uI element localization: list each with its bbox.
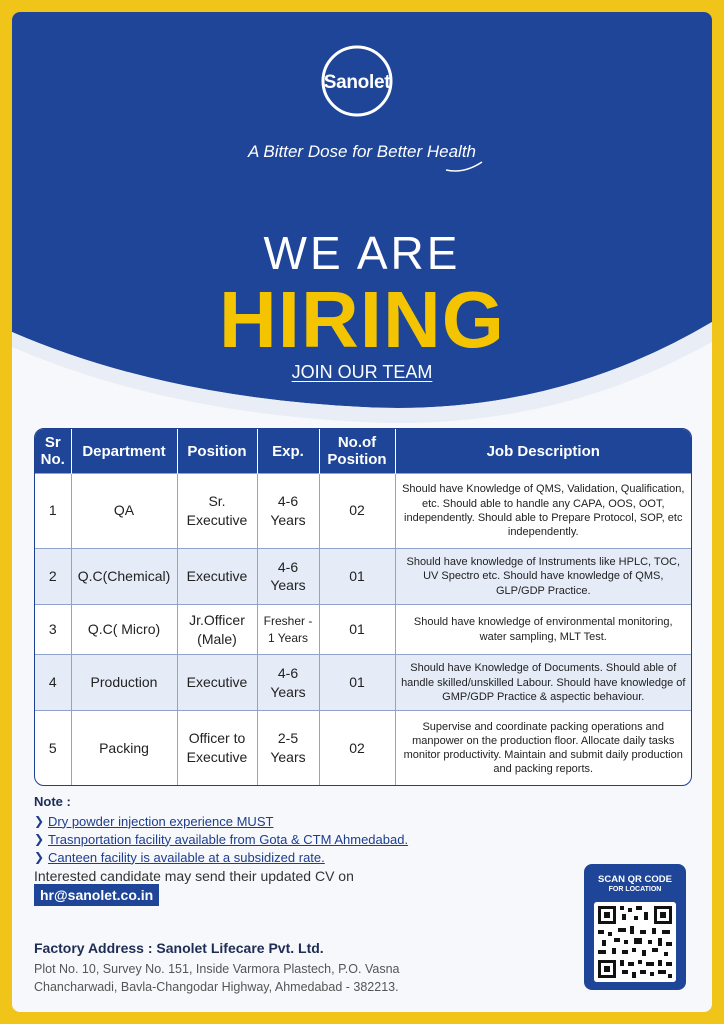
cell-exp: 2-5 Years	[257, 711, 319, 785]
header-sr: Sr No.	[35, 429, 71, 474]
cell-exp: 4-6 Years	[257, 654, 319, 710]
table-row	[35, 654, 691, 710]
table-row	[35, 474, 691, 549]
header-count: No.of Position	[319, 429, 395, 474]
cell-exp: 4-6 Years	[257, 474, 319, 549]
cell-department: Q.C(Chemical)	[71, 548, 177, 604]
cell-sr: 3	[35, 605, 71, 655]
qr-title: SCAN QR CODE	[598, 874, 672, 885]
hiring-poster	[12, 12, 712, 1012]
cell-count: 01	[319, 605, 395, 655]
cell-department: Q.C( Micro)	[71, 605, 177, 655]
join-our-team: JOIN OUR TEAM	[291, 362, 433, 382]
cell-count: 02	[319, 711, 395, 785]
headline-hiring: HIRING	[219, 275, 505, 364]
cell-position: Officer to Executive	[177, 711, 257, 785]
address-title: Factory Address : Sanolet Lifecare Pvt. Ltd.	[34, 940, 324, 956]
cell-sr: 1	[35, 474, 71, 549]
header-department: Department	[71, 429, 177, 474]
table-row	[35, 548, 691, 604]
cv-instruction: Interested candidate may send their updated CV on	[34, 868, 354, 884]
cell-department: QA	[71, 474, 177, 549]
qr-code-icon[interactable]	[594, 902, 676, 982]
cell-count: 02	[319, 474, 395, 549]
header-description: Job Description	[395, 429, 691, 474]
cell-sr: 4	[35, 654, 71, 710]
chevron-right-icon: ❯	[34, 850, 45, 864]
header-exp: Exp.	[257, 429, 319, 474]
note-text: Dry powder injection experience MUST	[48, 813, 274, 829]
qr-subtitle: FOR LOCATION	[608, 886, 662, 893]
jobs-table	[34, 428, 692, 786]
swoosh-icon	[444, 160, 484, 174]
cell-sr: 5	[35, 711, 71, 785]
address-line-1: Plot No. 10, Survey No. 151, Inside Varmora Plastech, P.O. Vasna	[34, 962, 400, 976]
cell-count: 01	[319, 654, 395, 710]
chevron-right-icon: ❯	[34, 832, 45, 846]
note-item	[34, 848, 408, 866]
cell-description: Should have knowledge of environmental monitoring, water sampling, MLT Test.	[395, 605, 691, 655]
qr-card	[584, 864, 686, 990]
brand-tagline: A Bitter Dose for Better Health	[247, 142, 477, 161]
cell-description: Should have Knowledge of QMS, Validation, Qualification, etc. Should able to handle any CAPA, OOS, OOT, independently. Should able to Prepare Protocol, SOP, etc independently.	[395, 474, 691, 549]
cell-position: Sr. Executive	[177, 474, 257, 549]
headline-we-are: WE ARE	[263, 227, 461, 279]
table-row	[35, 711, 691, 785]
chevron-right-icon: ❯	[34, 814, 45, 828]
cell-position: Jr.Officer (Male)	[177, 605, 257, 655]
cell-position: Executive	[177, 654, 257, 710]
cell-department: Packing	[71, 711, 177, 785]
cell-description: Should have knowledge of Instruments like HPLC, TOC, UV Spectro etc. Should have knowledge of QMS, GLP/GDP Practice.	[395, 548, 691, 604]
table-header-row	[35, 429, 691, 474]
note-item	[34, 830, 408, 848]
cell-position: Executive	[177, 548, 257, 604]
email-link[interactable]: hr@sanolet.co.in	[34, 884, 159, 906]
cell-department: Production	[71, 654, 177, 710]
address-line-2: Chancharwadi, Bavla-Changodar Highway, Ahmedabad - 382213.	[34, 980, 399, 994]
cell-exp: 4-6 Years	[257, 548, 319, 604]
cell-description: Supervise and coordinate packing operations and manpower on the production floor. Allocate daily tasks monitor productivity. Maintain and submit daily production and packing reports.	[395, 711, 691, 785]
header-position: Position	[177, 429, 257, 474]
note-title: Note :	[34, 794, 71, 809]
note-text: Trasnportation facility available from Gota & CTM Ahmedabad.	[48, 831, 409, 847]
note-item	[34, 812, 408, 830]
brand-logo: Sanolet	[323, 72, 391, 93]
cell-exp: Fresher - 1 Years	[257, 605, 319, 655]
cell-count: 01	[319, 548, 395, 604]
note-text: Canteen facility is available at a subsidized rate.	[48, 849, 325, 865]
cell-description: Should have Knowledge of Documents. Should able of handle skilled/unskilled Labour. Should have knowledge of GMP/GDP Practice & aspectic behaviour.	[395, 654, 691, 710]
note-list	[34, 812, 408, 866]
table-row	[35, 605, 691, 655]
cell-sr: 2	[35, 548, 71, 604]
